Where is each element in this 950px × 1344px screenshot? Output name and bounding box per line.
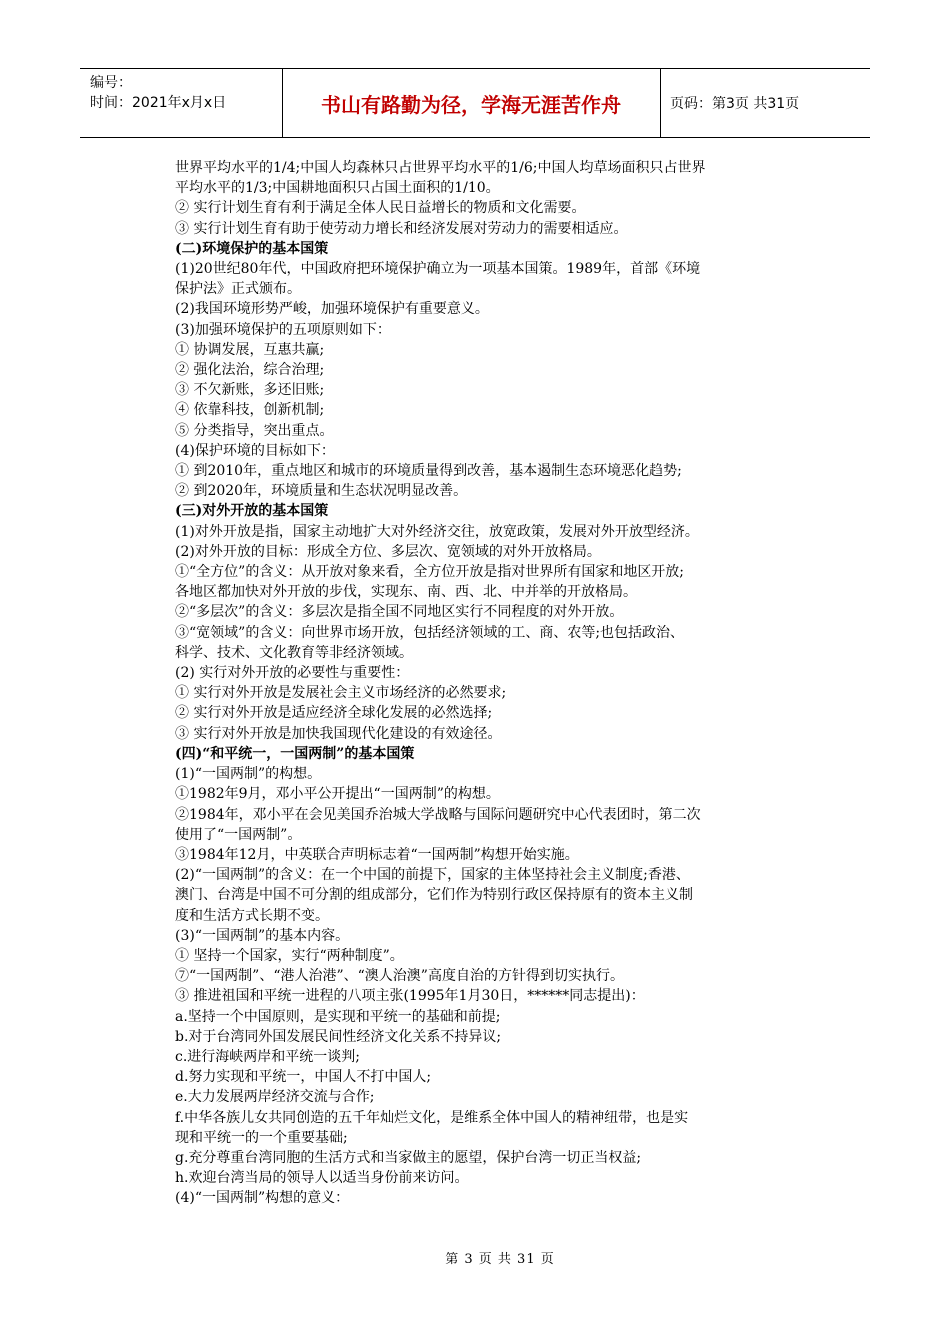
- text-line: (4)保护环境的目标如下：: [175, 442, 335, 459]
- document-body: [175, 158, 815, 1209]
- text-line: ② 实行计划生育有利于满足全体人民日益增长的物质和文化需要。: [175, 200, 586, 217]
- text-line: (1)20世纪80年代，中国政府把环境保护确立为一项基本国策。1989年，首部《环境: [175, 261, 701, 278]
- text-line: (1)“一国两制”的构想。: [175, 766, 322, 783]
- text-line: f.中华各族儿女共同创造的五千年灿烂文化，是维系全体中国人的精神纽带，也是实: [175, 1109, 689, 1126]
- text-line: ① 协调发展，互惠共赢;: [175, 341, 325, 358]
- text-line: e.大力发展两岸经济交流与合作;: [175, 1089, 375, 1106]
- text-line: 度和生活方式长期不变。: [175, 907, 329, 924]
- text-line: 世界平均水平的1/4;中国人均森林只占世界平均水平的1/6;中国人均草场面积只占世界: [175, 160, 706, 176]
- text-line: (3)“一国两制”的基本内容。: [175, 927, 350, 944]
- text-line: (1)对外开放是指，国家主动地扩大对外经济交往，放宽政策，发展对外开放型经济。: [175, 523, 699, 540]
- section-heading: (四)“和平统一，一国两制”的基本国策: [175, 745, 415, 762]
- text-line: ②“多层次”的含义：多层次是指全国不同地区实行不同程度的对外开放。: [175, 604, 624, 621]
- text-line: (2)“一国两制”的含义：在一个中国的前提下，国家的主体坚持社会主义制度;香港、: [175, 867, 690, 884]
- text-line: c.进行海峡两岸和平统一谈判;: [175, 1048, 361, 1065]
- document-number-label: 编号：: [90, 75, 132, 91]
- text-line: ② 强化法治，综合治理;: [175, 362, 325, 379]
- text-line: ① 到2010年，重点地区和城市的环境质量得到改善，基本遏制生态环境恶化趋势;: [175, 463, 682, 480]
- text-line: ③ 推进祖国和平统一进程的八项主张(1995年1月30日，******同志提出)：: [175, 988, 645, 1005]
- text-line: ② 到2020年，环境质量和生态状况明显改善。: [175, 483, 468, 500]
- text-line: ④ 依靠科技，创新机制;: [175, 402, 325, 419]
- text-line: (2)对外开放的目标：形成全方位、多层次、宽领域的对外开放格局。: [175, 543, 601, 560]
- text-line: ③ 不欠新账，多还旧账;: [175, 382, 325, 399]
- text-line: ⑤ 分类指导，突出重点。: [175, 422, 334, 439]
- text-line: a.坚持一个中国原则，是实现和平统一的基础和前提;: [175, 1008, 501, 1025]
- text-line: g.充分尊重台湾同胞的生活方式和当家做主的愿望，保护台湾一切正当权益;: [175, 1149, 642, 1166]
- header-page-number: 页码：第3页 共31页: [670, 96, 800, 112]
- text-line: 平均水平的1/3;中国耕地面积只占国土面积的1/10。: [175, 180, 500, 197]
- text-line: ① 坚持一个国家，实行“两种制度”。: [175, 947, 404, 964]
- text-line: ③“宽领域”的含义：向世界市场开放，包括经济领域的工、商、农等;也包括政治、: [175, 624, 685, 641]
- text-line: (2)我国环境形势严峻，加强环境保护有重要意义。: [175, 301, 489, 318]
- text-line: 科学、技术、文化教育等非经济领域。: [175, 644, 413, 661]
- text-line: ① 实行对外开放是发展社会主义市场经济的必然要求;: [175, 685, 507, 702]
- text-line: 现和平统一的一个重要基础;: [175, 1129, 348, 1146]
- text-line: 使用了“一国两制”。: [175, 826, 302, 843]
- text-line: ②1984年，邓小平在会见美国乔治城大学战略与国际问题研究中心代表团时，第二次: [175, 806, 701, 823]
- text-line: h.欢迎台湾当局的领导人以适当身份前来访问。: [175, 1170, 469, 1187]
- text-line: d.努力实现和平统一，中国人不打中国人;: [175, 1069, 432, 1086]
- text-line: ⑦“一国两制”、“港人治港”、“澳人治澳”高度自治的方针得到切实执行。: [175, 968, 624, 985]
- text-line: 保护法》正式颁布。: [175, 281, 301, 298]
- header-motto: 书山有路勤为径，学海无涯苦作舟: [321, 92, 621, 117]
- document-time-label: 时间：2021年x月x日: [90, 95, 227, 111]
- text-line: 澳门、台湾是中国不可分割的组成部分，它们作为特别行政区保持原有的资本主义制: [175, 887, 693, 904]
- text-line: ③ 实行对外开放是加快我国现代化建设的有效途径。: [175, 725, 502, 742]
- text-line: ② 实行对外开放是适应经济全球化发展的必然选择;: [175, 705, 493, 722]
- text-line: ①“全方位”的含义：从开放对象来看，全方位开放是指对世界所有国家和地区开放;: [175, 564, 685, 581]
- text-line: ③ 实行计划生育有助于使劳动力增长和经济发展对劳动力的需要相适应。: [175, 220, 628, 237]
- header-divider: [660, 69, 661, 137]
- text-line: ①1982年9月，邓小平公开提出“一国两制”的构想。: [175, 786, 500, 803]
- text-line: (2) 实行对外开放的必要性与重要性：: [175, 665, 410, 682]
- page-footer: 第 3 页 共 31 页: [445, 1252, 555, 1267]
- section-heading: (三)对外开放的基本国策: [175, 503, 329, 520]
- text-line: 各地区都加快对外开放的步伐，实现东、南、西、北、中并举的开放格局。: [175, 584, 637, 601]
- text-line: (4)“一国两制”构想的意义：: [175, 1190, 350, 1207]
- text-line: (3)加强环境保护的五项原则如下：: [175, 321, 391, 338]
- section-heading: (二)环境保护的基本国策: [175, 240, 329, 257]
- page-header: [80, 68, 870, 138]
- text-line: ③1984年12月，中英联合声明标志着“一国两制”构想开始实施。: [175, 846, 579, 863]
- text-line: b.对于台湾同外国发展民间性经济文化关系不持异议;: [175, 1028, 502, 1045]
- header-meta: [90, 73, 226, 113]
